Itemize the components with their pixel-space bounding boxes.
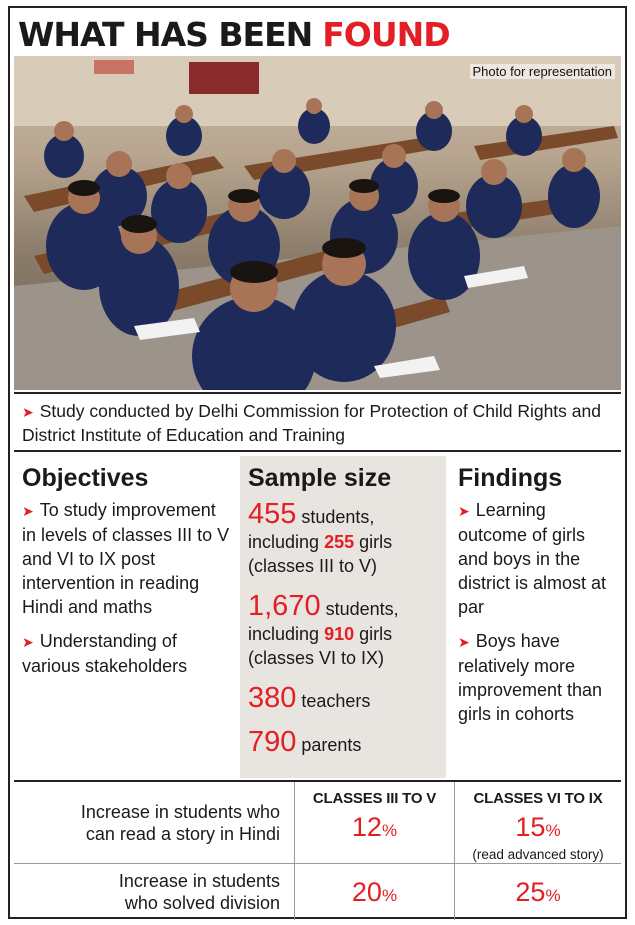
objective-item: ➤ Understanding of various stakeholders [22,631,188,676]
row-label: Increase in students who can read a story in Hindi [80,801,280,844]
classroom-illustration [14,56,621,390]
sample-size-column [240,456,446,778]
findings-title: Findings [458,464,563,492]
column-header: CLASSES VI TO IX [473,790,603,807]
cell-classes-vi-ix [454,782,621,863]
red-arrow-icon: ➤ [22,503,34,519]
table-row [14,782,621,864]
cell-classes-iii-v [294,782,454,863]
study-banner [14,392,621,452]
results-table [14,780,621,918]
percent-value: 15% [515,812,561,842]
row-label: Increase in students who solved division [118,871,280,913]
percent-value: 20% [351,877,398,907]
headline-red: FOUND [322,15,450,54]
red-arrow-icon: ➤ [458,503,470,519]
value-note: (read advanced story) [472,847,604,862]
sample-title: Sample size [248,464,392,492]
objectives-column [14,456,236,778]
classroom-photo [14,56,621,390]
percent-value: 25% [515,877,561,907]
photo-credit: Photo for representation [470,64,615,79]
objectives-title: Objectives [22,464,149,492]
red-arrow-icon: ➤ [22,634,34,650]
headline-dark: WHAT HAS BEEN [18,15,313,54]
percent-value: 12% [351,812,398,842]
infographic-frame [8,6,627,919]
cell-classes-vi-ix [454,864,621,920]
red-arrow-icon: ➤ [22,404,34,420]
finding-item: ➤ Boys have relatively more improvement than girls in cohorts [458,631,603,724]
table-row [14,864,621,920]
three-column-section [14,456,621,778]
sample-students-primary: 455 students, including 255 girls (classes III to V) [248,498,393,576]
sample-teachers: 380 teachers [248,682,371,714]
findings-column [450,456,621,778]
finding-item: ➤ Learning outcome of girls and boys in the district is almost at par [458,500,607,617]
objective-item: ➤ To study improvement in levels of classes III to V and VI to IX post intervention in reading Hindi and maths [22,500,230,617]
red-arrow-icon: ➤ [458,634,470,650]
headline [18,12,450,58]
sample-students-secondary: 1,670 students, including 910 girls (classes VI to IX) [248,590,399,668]
study-text: Study conducted by Delhi Commission for Protection of Child Rights and District Institute of Education and Training [22,401,601,445]
sample-parents: 790 parents [248,726,362,758]
column-header: CLASSES III TO V [312,790,437,807]
cell-classes-iii-v [294,864,454,920]
